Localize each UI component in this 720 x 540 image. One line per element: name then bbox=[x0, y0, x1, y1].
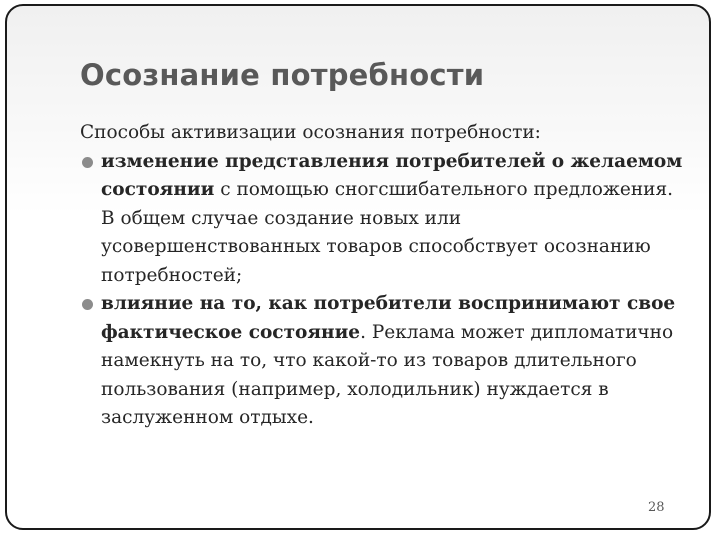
bullet-2-bold-text: влияние на то, как потребители воспринимают свое фактическое состояние bbox=[101, 293, 676, 343]
page-number: 28 bbox=[648, 500, 665, 515]
bullet-dot-icon bbox=[82, 299, 93, 310]
slide-content bbox=[80, 119, 685, 433]
bullet-item-2 bbox=[80, 290, 685, 433]
bullet-item-1 bbox=[80, 148, 685, 291]
bullet-1-text: с помощью сногсшибательного предложения. В общем случае создание новых или усовершенствованных товаров способствует осознанию потребностей; bbox=[101, 179, 674, 286]
bullet-2-text: . Реклама может дипломатично намекнуть на то, что какой-то из товаров длительного пользования (например, холодильник) нуждается в заслуженном отдыхе. bbox=[101, 321, 674, 428]
bullet-1-bold-text: изменение представления потребителей о желаемом состоянии bbox=[101, 150, 683, 200]
bullet-list bbox=[80, 148, 685, 433]
intro-text: Способы активизации осознания потребности: bbox=[80, 122, 541, 143]
slide-title: Осознание потребности bbox=[80, 58, 485, 92]
bullet-dot-icon bbox=[82, 157, 93, 168]
